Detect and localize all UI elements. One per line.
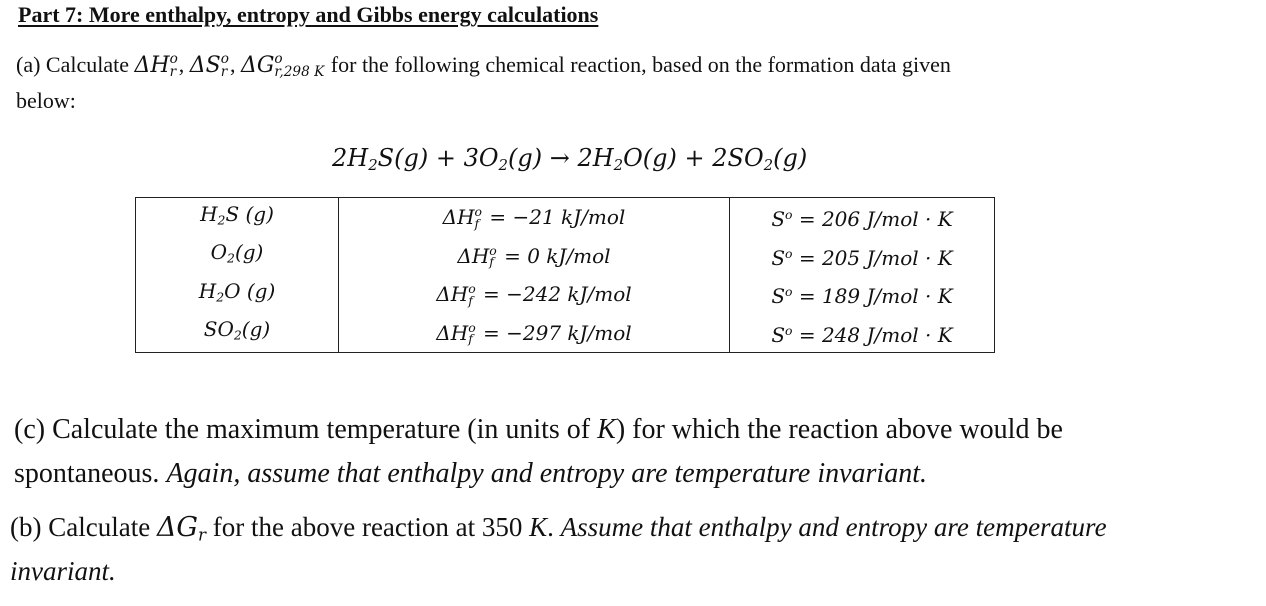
delta-hf-scripts <box>475 206 482 230</box>
sub-r: r <box>220 64 228 81</box>
delta-h-symbol <box>134 51 179 81</box>
table-row <box>136 198 995 237</box>
table-row <box>136 236 995 274</box>
reaction-part: S(g) + 3O <box>377 144 499 172</box>
sup-o: o <box>468 281 476 297</box>
sub-f: f <box>474 215 480 231</box>
species-state: S (g) <box>225 202 274 226</box>
part-b-question <box>10 512 1107 545</box>
species-state: (g) <box>234 240 264 265</box>
delta-hf-text: ΔH <box>457 243 490 268</box>
species-cell <box>136 313 339 352</box>
enthalpy-value: = −21 kJ/mol <box>483 205 626 230</box>
part-b-text: for the above reaction at 350 <box>206 512 530 542</box>
species-cell <box>136 198 339 237</box>
comma: , <box>229 52 241 77</box>
entropy-symbol: S <box>771 207 786 232</box>
entropy-cell <box>730 198 995 237</box>
enthalpy-cell <box>339 198 730 237</box>
sup-o: o <box>468 319 476 335</box>
entropy-value: = 248 J/mol · K <box>792 322 953 347</box>
entropy-symbol: S <box>771 245 786 270</box>
sup-o: o <box>169 51 178 68</box>
sub-f: f <box>468 331 473 347</box>
part-b-text: (b) Calculate <box>10 512 157 542</box>
entropy-cell <box>730 313 995 352</box>
table-row <box>136 275 995 313</box>
part-c-text: ) for which the reaction above would be <box>615 414 1063 445</box>
part-c-question <box>14 414 1063 446</box>
delta-h-scripts <box>170 53 178 79</box>
subscript: 2 <box>217 212 226 228</box>
sub-r: r <box>198 524 207 545</box>
species-state: O (g) <box>224 278 276 303</box>
part-a-suffix: for the following chemical reaction, based on the formation data given <box>325 52 951 77</box>
delta-hf-scripts <box>489 242 497 270</box>
sup-o: o <box>220 51 229 68</box>
reaction-part: O(g) + 2SO <box>623 144 764 172</box>
formation-data-table <box>135 197 995 353</box>
sup-o: o <box>489 242 497 258</box>
delta-s-scripts <box>221 53 229 79</box>
delta-h-text: ΔH <box>134 53 170 78</box>
delta-g-text: ΔG <box>240 53 275 78</box>
sub-r298: r,298 K <box>274 64 325 81</box>
enthalpy-cell <box>339 275 730 313</box>
entropy-value: = 205 J/mol · K <box>792 245 953 270</box>
enthalpy-value: = −242 kJ/mol <box>476 282 632 307</box>
species-cell <box>136 236 339 274</box>
reaction-part: 2H <box>332 144 369 172</box>
entropy-symbol: S <box>771 284 786 309</box>
unit-k: K <box>597 414 616 445</box>
entropy-value: = 189 J/mol · K <box>792 284 953 309</box>
entropy-value: = 206 J/mol · K <box>792 207 953 232</box>
part-a-question-line2: below: <box>16 88 76 113</box>
delta-g-scripts <box>274 53 324 79</box>
delta-g-r-symbol <box>157 512 206 543</box>
part-b-question-line2: invariant. <box>10 556 116 586</box>
entropy-symbol: S <box>771 322 786 347</box>
sup-o: o <box>785 322 793 338</box>
species-state: (g) <box>241 317 271 342</box>
page-title: Part 7: More enthalpy, entropy and Gibbs energy calculations <box>18 2 599 27</box>
part-b-assumption: Assume that enthalpy and entropy are temperature <box>560 512 1107 542</box>
subscript: 2 <box>498 156 508 175</box>
unit-k: K <box>529 512 548 542</box>
part-b-text: . <box>547 512 561 542</box>
species-cell <box>136 275 339 313</box>
part-a-prefix: (a) Calculate <box>16 52 135 77</box>
sup-o: o <box>474 204 483 220</box>
enthalpy-value: = 0 kJ/mol <box>497 243 611 268</box>
species-formula: H <box>198 278 217 303</box>
delta-hf-text: ΔH <box>436 320 469 345</box>
delta-hf-scripts <box>468 283 475 307</box>
sup-o: o <box>785 284 793 300</box>
species-formula: H <box>200 202 218 226</box>
subscript: 2 <box>763 156 774 175</box>
comma: , <box>178 52 190 77</box>
subscript: 2 <box>368 156 378 175</box>
part-c-assumption: Again, assume that enthalpy and entropy are temperature invariant. <box>166 458 927 489</box>
chemical-reaction-equation <box>332 144 807 174</box>
delta-g-symbol <box>240 51 325 81</box>
delta-hf-text: ΔH <box>442 205 475 230</box>
formation-data-table-body <box>136 198 995 353</box>
delta-hf-text: ΔH <box>436 282 469 307</box>
delta-g-text: ΔG <box>156 512 199 543</box>
delta-s-symbol <box>189 51 230 81</box>
subscript: 2 <box>233 327 242 343</box>
delta-hf-scripts <box>468 319 476 347</box>
subscript: 2 <box>216 289 225 305</box>
species-formula: SO <box>203 317 234 342</box>
enthalpy-cell <box>339 313 730 352</box>
species-formula: O <box>210 240 228 265</box>
sub-r: r <box>169 64 177 81</box>
sub-f: f <box>468 292 473 308</box>
part-a-question <box>16 52 951 79</box>
part-c-text: (c) Calculate the maximum temperature (in units of <box>14 414 598 445</box>
subscript: 2 <box>227 250 235 266</box>
delta-s-text: ΔS <box>189 53 221 78</box>
sup-o: o <box>785 207 793 223</box>
reaction-part: (g) <box>773 144 808 172</box>
sub-f: f <box>489 254 494 270</box>
sup-o: o <box>785 245 793 261</box>
table-row <box>136 313 995 352</box>
enthalpy-value: = −297 kJ/mol <box>476 320 632 345</box>
reaction-part: (g) → 2H <box>507 144 614 172</box>
part-c-text: spontaneous. <box>14 458 167 489</box>
enthalpy-cell <box>339 236 730 274</box>
part-c-question-line2 <box>14 458 927 490</box>
subscript: 2 <box>613 156 624 175</box>
entropy-cell <box>730 275 995 313</box>
entropy-cell <box>730 236 995 274</box>
sup-o: o <box>274 51 283 68</box>
